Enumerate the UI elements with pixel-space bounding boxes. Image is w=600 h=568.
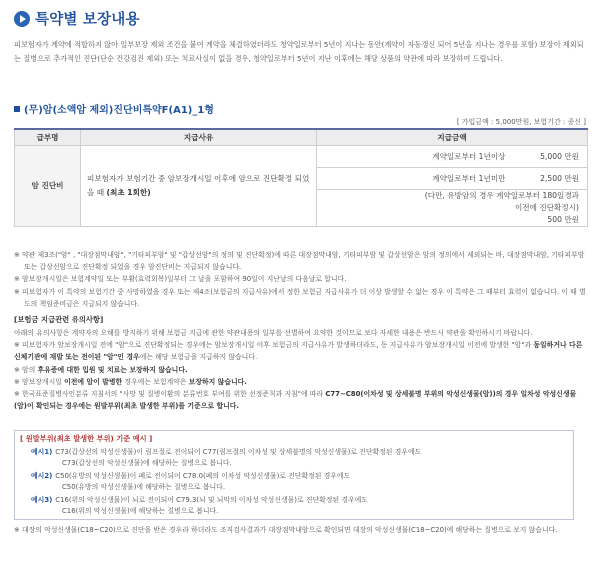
example-item-cont: C73(갑상선의 악성신생물)에 해당하는 질병으로 봅니다. (62, 459, 232, 467)
example-box (14, 430, 574, 520)
notice-bold: 보장하지 않습니다. (188, 377, 247, 386)
example-label: 예시3) (31, 496, 53, 504)
amount-1: 5,000 만원 (514, 145, 588, 167)
notice-title: [보험금 지급관련 유의사항] (14, 315, 104, 324)
example-item (31, 495, 368, 506)
benefit-type: 암 진단비 (15, 145, 81, 226)
example-label: 예시2) (31, 472, 53, 480)
section-header (14, 8, 140, 29)
play-circle-icon (14, 11, 30, 27)
note-item: ※ 피보험자가 이 특약의 보험기간 중 사망하였을 경우 또는 제4조(보험금의 지급사유)에서 정한 보험금 지급사유가 더 이상 발생할 수 없는 경우 이 특약은 그 때부터 효력이 없습니다. 이 때 별도의 책임준비금은 지급되지 않습니다. (14, 287, 586, 308)
note-item: ※ 암보장개시일은 보험계약일 또는 부활(효력회복)일부터 그 날을 포함하여 90일이 지난날의 다음날로 합니다. (14, 275, 347, 284)
section-title: 특약별 보장내용 (35, 12, 140, 28)
notes-list (14, 249, 588, 310)
payment-reason-limit: (최초 1회한) (106, 187, 151, 197)
notice-text: ※ 피보험자가 암보장개시일 전에 "암"으로 진단확정되는 경우에는 암보장개시일 이후 보험금의 지급사유가 발생하더라도, 동 지급사유가 암보장개시일 이전에 발생한 "암"과 (14, 341, 534, 350)
example-title: [ 원발부위(최초 발생한 부위) 기준 예시 ] (20, 434, 153, 443)
notice-text: 경우에는 보험계약은 (122, 377, 189, 386)
example-item-cont: C50(유방의 악성신생물)에 해당하는 질병으로 봅니다. (62, 483, 226, 491)
period-1: 계약일로부터 1년이상 (317, 145, 514, 167)
notice-text: ※ 한국표준질병사인분류 지침서의 "사망 및 질병이환의 분류번호 부여를 위한 선정준칙과 지침"에 따라 (14, 390, 326, 399)
example-item (31, 447, 421, 458)
intro-paragraph: 피보험자가 계약에 적합하지 않아 일부보장 제외 조건을 붙여 계약을 체결하였더라도 청약일로부터 5년이 지나는 동안(계약이 자동갱신 되어 5년을 지나는 경우를 포함) 보장이 제외되는 질병으로 추가적인 진단(단순 건강검진 제외) 또는 치료사실이 없을 경우, 청약일로부터 5년이 지난 이후에는 해당 상품의 약관에 따라 보장하여 드립니다. (14, 40, 584, 63)
example-text: C50(유방의 악성신생물)이 폐로 전이되어 C78.0(폐의 이차성 악성신생물)로 진단확정된 경우에도 (55, 472, 351, 480)
note-amount: 500 만원 (547, 214, 579, 224)
notice-text: ※ 암의 (14, 365, 38, 374)
note-item: ※ 약관 제3조("암" , "대장점막내암", "기타피부암" 및 "갑상선암"의 정의 및 진단확정)에 따른 대장점막내암, 기타피부암 및 갑상선암은 암의 정의에서 제외되는 바, 대장점막내암, 기타피부암 또는 갑상선암으로 진단확정 되었을 경우 암진단비는 지급되지 않습니다. (14, 251, 585, 272)
notice-line (14, 388, 588, 412)
product-title (14, 101, 214, 116)
payment-reason-text: 피보험자가 보험기간 중 암보장개시일 이후에 암으로 진단확정 되었을 때 (87, 173, 310, 197)
note-line-2-row (317, 202, 579, 214)
header-benefit-name: 급부명 (15, 129, 81, 145)
notice-bold: 후유증에 대한 입원 및 치료는 보장하지 않습니다. (37, 365, 188, 374)
example-item (31, 471, 350, 482)
notice-bold: C77~C80(이차성 및 상세불명 부위의 악성신생물(암))의 경우 일차성 악성신생물(암)이 확인되는 경우에는 원발부위(최초 발생한 부위)를 기준으로 합니다. (14, 390, 577, 411)
notice-text: 에는 해당 보험금을 지급하지 않습니다. (139, 353, 258, 362)
square-bullet-icon (14, 106, 20, 112)
note-line-1: (다만, 유방암의 경우 계약일로부터 180일경과 (424, 190, 579, 200)
example-item-cont: C16(위의 악성신생물)에 해당하는 질병으로 봅니다. (62, 507, 219, 515)
note-line-2: 이전에 진단확정시) (514, 202, 579, 212)
product-title-text: (무)암(소액암 제외)진단비특약F(A1)_1형 (24, 105, 214, 116)
product-meta: [ 가입금액 : 5,000만원, 보험기간 : 종신 ] (456, 118, 586, 126)
example-text: C16(위의 악성신생물)이 뇌로 전이되어 C79.3(뇌 및 뇌막의 이차성 악성신생물)로 진단확정된 경우에도 (55, 496, 368, 504)
period-2: 계약일로부터 1년미만 (317, 167, 514, 189)
notice-line (14, 364, 588, 376)
example-text: C73(갑상선의 악성신생물)이 림프절로 전이되어 C77(림프절의 이차성 및 상세불명의 악성신생물)로 진단확정된 경우에도 (55, 448, 422, 456)
benefit-table (14, 128, 588, 227)
notice-text: ※ 암보장개시일 (14, 377, 65, 386)
payment-reason (81, 145, 317, 226)
notice-bold: 이전에 암이 발병한 (64, 377, 123, 386)
notice-line (14, 376, 588, 388)
example-label: 예시1) (31, 448, 53, 456)
table-header-row (15, 129, 588, 145)
notice-body (14, 327, 588, 412)
notice-line (14, 339, 588, 363)
amount-2: 2,500 만원 (514, 167, 588, 189)
header-payment-reason: 지급사유 (81, 129, 317, 145)
breast-cancer-note (317, 189, 588, 226)
notice-line: 아래의 유의사항은 계약자의 오해를 방지하기 위해 보험금 지급에 관한 약관내용의 일부를 선별하여 요약한 것이므로 보다 자세한 내용은 반드시 약관을 확인하시기 바랍니다. (14, 329, 533, 337)
table-row (15, 145, 588, 167)
notice-bold: 동일하거나 다른 신체기관에 재발 또는 전이된 "암"인 경우 (14, 341, 583, 362)
footnote: ※ 대장의 악성신생물(C18~C20)으로 진단을 받은 경우라 하더라도 조직검사결과가 대장점막내암으로 확인되면 대장의 악성신생물(C18~C20)에 해당하는 질병으로 보지 않습니다. (14, 526, 558, 534)
header-payment-amount: 지급금액 (317, 129, 588, 145)
